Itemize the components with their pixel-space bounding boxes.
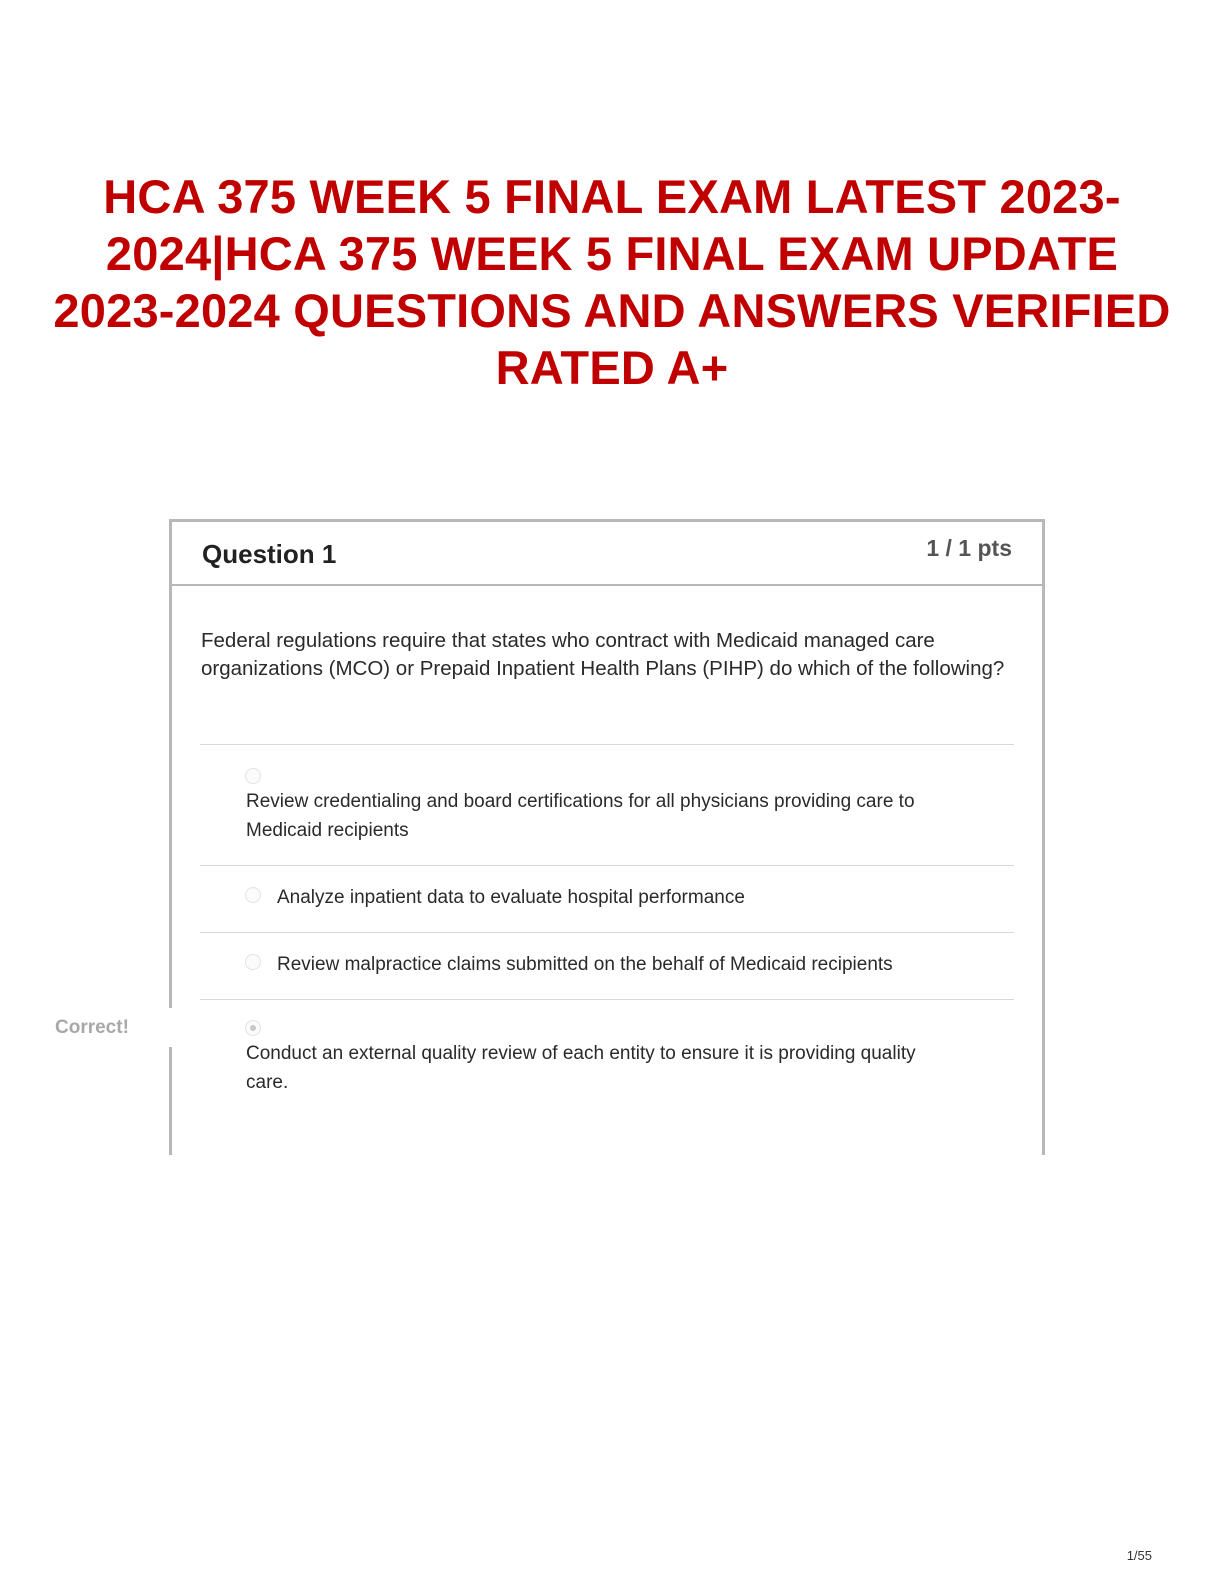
- answer-text-2[interactable]: Analyze inpatient data to evaluate hospital performance: [277, 887, 745, 908]
- answer-radio-2[interactable]: [245, 887, 261, 903]
- answer-radio-4-selected[interactable]: [245, 1020, 261, 1036]
- answer-divider: [200, 744, 1014, 745]
- answer-radio-3[interactable]: [245, 954, 261, 970]
- document-title: HCA 375 WEEK 5 FINAL EXAM LATEST 2023-2024|HCA 375 WEEK 5 FINAL EXAM UPDATE 2023-2024 QUESTIONS AND ANSWERS VERIFIED RATED A+: [53, 170, 1171, 394]
- answer-text-4[interactable]: Conduct an external quality review of each entity to ensure it is providing quality care.: [246, 1043, 916, 1093]
- card-border-right: [1042, 519, 1045, 1155]
- answer-radio-1[interactable]: [245, 768, 261, 784]
- question-header: [172, 522, 1042, 586]
- answer-divider: [200, 865, 1014, 866]
- answer-divider: [200, 999, 1014, 1000]
- correct-answer-label: Correct!: [55, 1017, 129, 1038]
- answer-divider: [200, 932, 1014, 933]
- answer-text-1[interactable]: Review credentialing and board certifications for all physicians providing care to Medicaid recipients: [246, 791, 915, 841]
- answer-text-3[interactable]: Review malpractice claims submitted on the behalf of Medicaid recipients: [277, 954, 893, 975]
- card-border-left-lower: [169, 1047, 172, 1155]
- question-points: 1 / 1 pts: [926, 535, 1012, 561]
- page-number: 1/55: [1126, 1548, 1152, 1563]
- question-card: [169, 519, 1045, 1155]
- question-title: Question 1: [202, 539, 337, 569]
- question-text: Federal regulations require that states who contract with Medicaid managed care organizations (MCO) or Prepaid Inpatient Health Plans (PIHP) do which of the following?: [201, 629, 1005, 680]
- card-border-left: [169, 519, 172, 1008]
